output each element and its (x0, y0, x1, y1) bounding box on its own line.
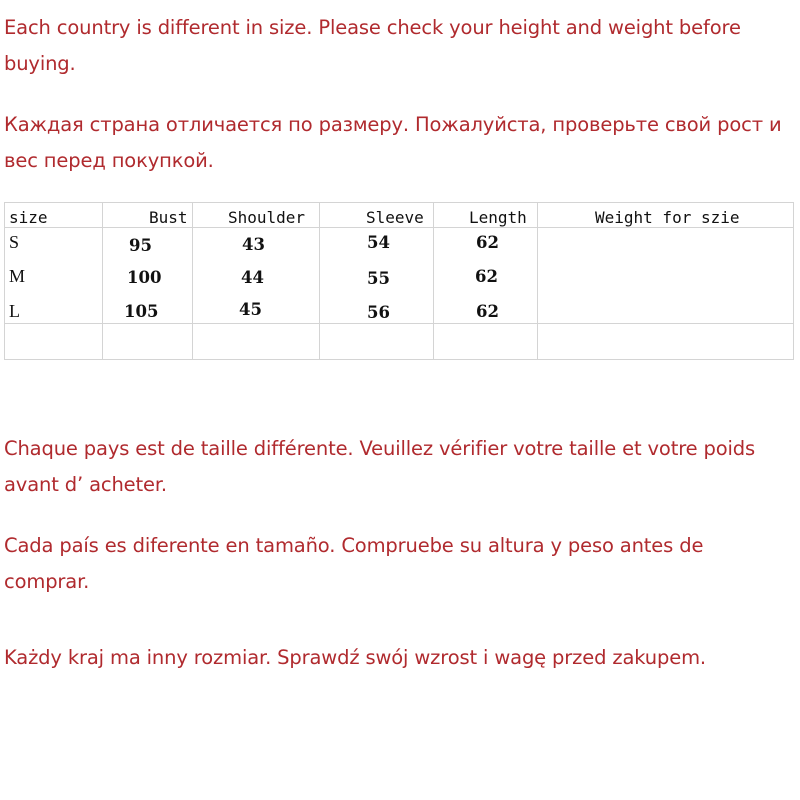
table-column-divider (793, 202, 794, 360)
header-length: Length (469, 208, 527, 227)
row-l-length: 62 (476, 302, 499, 321)
header-size: size (9, 208, 48, 227)
table-column-divider (102, 202, 103, 360)
notice-russian: Каждая страна отличается по размеру. Пожалуйста, проверьте свой рост и вес перед покупкой. (4, 113, 782, 172)
row-l-size: L (9, 301, 20, 321)
size-chart-table (4, 202, 794, 360)
table-column-divider (319, 202, 320, 360)
row-l-shoulder: 45 (239, 300, 262, 319)
row-m-shoulder: 44 (241, 268, 264, 287)
row-s-length: 62 (476, 233, 499, 252)
row-l-sleeve: 56 (367, 303, 390, 322)
table-row-divider (4, 323, 794, 324)
row-l-bust: 105 (124, 302, 159, 321)
header-weight: Weight for szie (595, 208, 740, 227)
row-m-sleeve: 55 (367, 269, 390, 288)
notice-english: Each country is different in size. Please check your height and weight before buying. (4, 16, 741, 75)
notice-spanish: Cada país es diferente en tamaño. Compruebe su altura y peso antes de comprar. (4, 534, 704, 593)
table-header-divider (4, 227, 794, 228)
header-bust: Bust (149, 208, 188, 227)
row-s-sleeve: 54 (367, 233, 390, 252)
table-column-divider (537, 202, 538, 360)
header-sleeve: Sleeve (366, 208, 424, 227)
header-shoulder: Shoulder (228, 208, 306, 227)
table-column-divider (4, 202, 5, 360)
notice-polish: Każdy kraj ma inny rozmiar. Sprawdź swój wzrost i wagę przed zakupem. (4, 646, 706, 669)
table-border-top (4, 202, 794, 203)
table-border-bottom (4, 359, 794, 360)
table-column-divider (192, 202, 193, 360)
row-s-bust: 95 (129, 236, 152, 255)
row-m-length: 62 (475, 267, 498, 286)
row-s-shoulder: 43 (242, 235, 265, 254)
row-m-bust: 100 (127, 268, 162, 287)
table-column-divider (433, 202, 434, 360)
row-m-size: M (9, 266, 26, 286)
notice-french: Chaque pays est de taille différente. Veuillez vérifier votre taille et votre poids avant d’ acheter. (4, 437, 756, 496)
row-s-size: S (9, 232, 20, 252)
